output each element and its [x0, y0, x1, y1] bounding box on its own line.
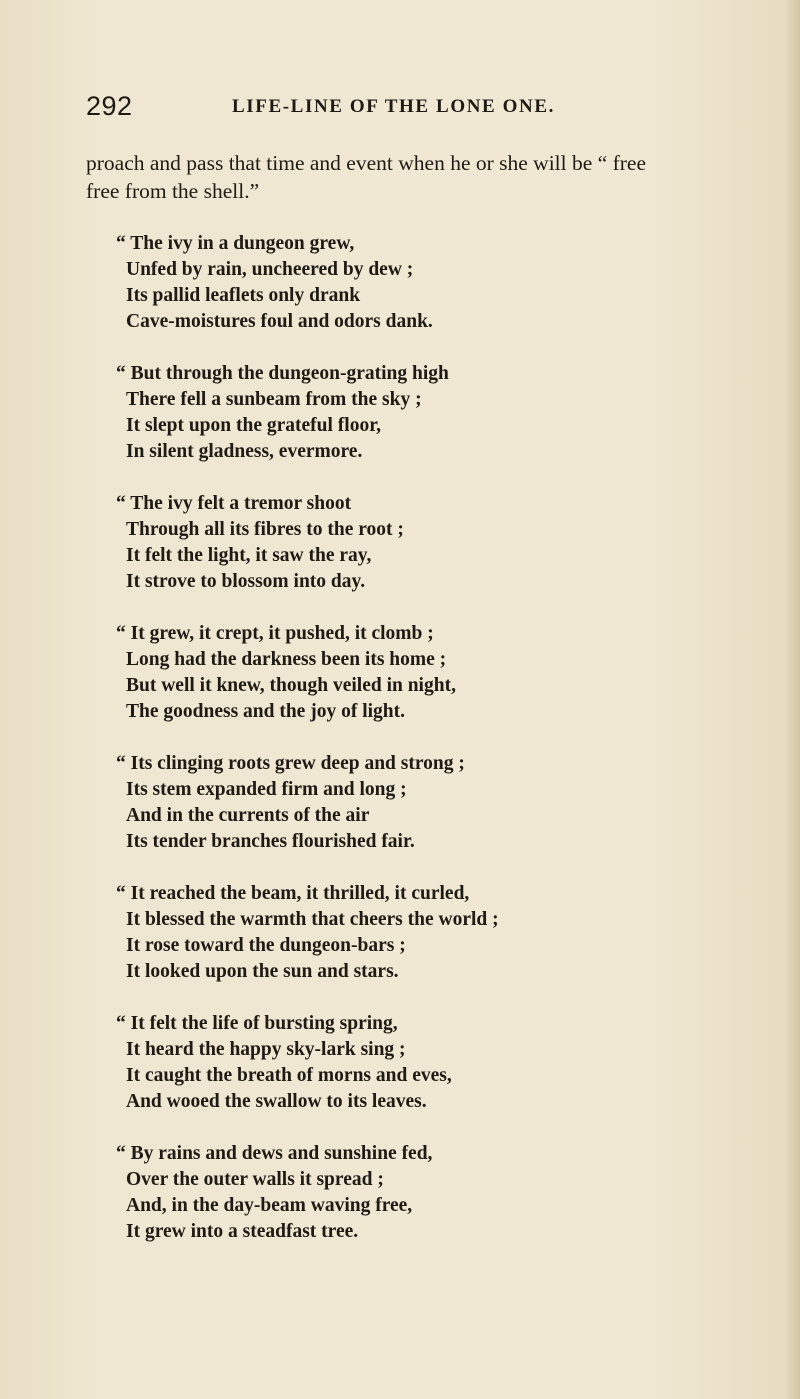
- poem: [116, 231, 716, 1271]
- prose-paragraph: [86, 149, 800, 205]
- poem-line: It rose toward the dungeon-bars ;: [126, 935, 406, 956]
- poem-line: Its tender branches flourished fair.: [126, 831, 415, 852]
- poem-line: In silent gladness, evermore.: [126, 441, 363, 462]
- poem-line: “ By rains and dews and sunshine fed,: [116, 1143, 433, 1164]
- poem-line: Cave-moistures foul and odors dank.: [126, 311, 433, 332]
- poem-line: There fell a sunbeam from the sky ;: [126, 389, 422, 410]
- poem-stanza: [116, 751, 716, 855]
- poem-stanza: [116, 231, 716, 335]
- poem-line: And, in the day-beam waving free,: [126, 1195, 413, 1216]
- prose-line: free from the shell.”: [86, 179, 260, 203]
- page-number: 292: [86, 91, 133, 121]
- poem-line: “ The ivy felt a tremor shoot: [116, 493, 352, 514]
- poem-line: Unfed by rain, uncheered by dew ;: [126, 259, 414, 280]
- poem-stanza: [116, 491, 716, 595]
- poem-line: And in the currents of the air: [126, 805, 370, 826]
- poem-line: But well it knew, though veiled in night,: [126, 675, 456, 696]
- poem-line: Over the outer walls it spread ;: [126, 1169, 384, 1190]
- poem-line: “ Its clinging roots grew deep and strong ;: [116, 753, 465, 774]
- poem-stanza: [116, 881, 716, 985]
- poem-stanza: [116, 1141, 716, 1245]
- poem-stanza: [116, 361, 716, 465]
- poem-line: It felt the light, it saw the ray,: [126, 545, 372, 566]
- poem-line: Its pallid leaflets only drank: [126, 285, 361, 306]
- poem-line: The goodness and the joy of light.: [126, 701, 405, 722]
- poem-line: Through all its fibres to the root ;: [126, 519, 404, 540]
- poem-line: “ But through the dungeon-grating high: [116, 363, 449, 384]
- page-edge-shadow: [786, 0, 800, 1399]
- poem-line: “ It felt the life of bursting spring,: [116, 1013, 398, 1034]
- poem-line: “ It reached the beam, it thrilled, it curled,: [116, 883, 470, 904]
- poem-stanza: [116, 1011, 716, 1115]
- poem-line: It slept upon the grateful floor,: [126, 415, 381, 436]
- poem-line: Long had the darkness been its home ;: [126, 649, 447, 670]
- poem-line: It looked upon the sun and stars.: [126, 961, 399, 982]
- poem-line: It blessed the warmth that cheers the world ;: [126, 909, 499, 930]
- running-head: LIFE-LINE OF THE LONE ONE.: [232, 96, 555, 117]
- poem-line: It grew into a steadfast tree.: [126, 1221, 359, 1242]
- poem-line: It heard the happy sky-lark sing ;: [126, 1039, 406, 1060]
- prose-line: proach and pass that time and event when he or she will be “ free: [86, 151, 646, 175]
- poem-line: “ It grew, it crept, it pushed, it clomb ;: [116, 623, 434, 644]
- poem-line: It strove to blossom into day.: [126, 571, 366, 592]
- poem-stanza: [116, 621, 716, 725]
- poem-line: Its stem expanded firm and long ;: [126, 779, 407, 800]
- poem-line: And wooed the swallow to its leaves.: [126, 1091, 427, 1112]
- poem-line: It caught the breath of morns and eves,: [126, 1065, 452, 1086]
- poem-line: “ The ivy in a dungeon grew,: [116, 233, 355, 254]
- page-header: [86, 91, 626, 121]
